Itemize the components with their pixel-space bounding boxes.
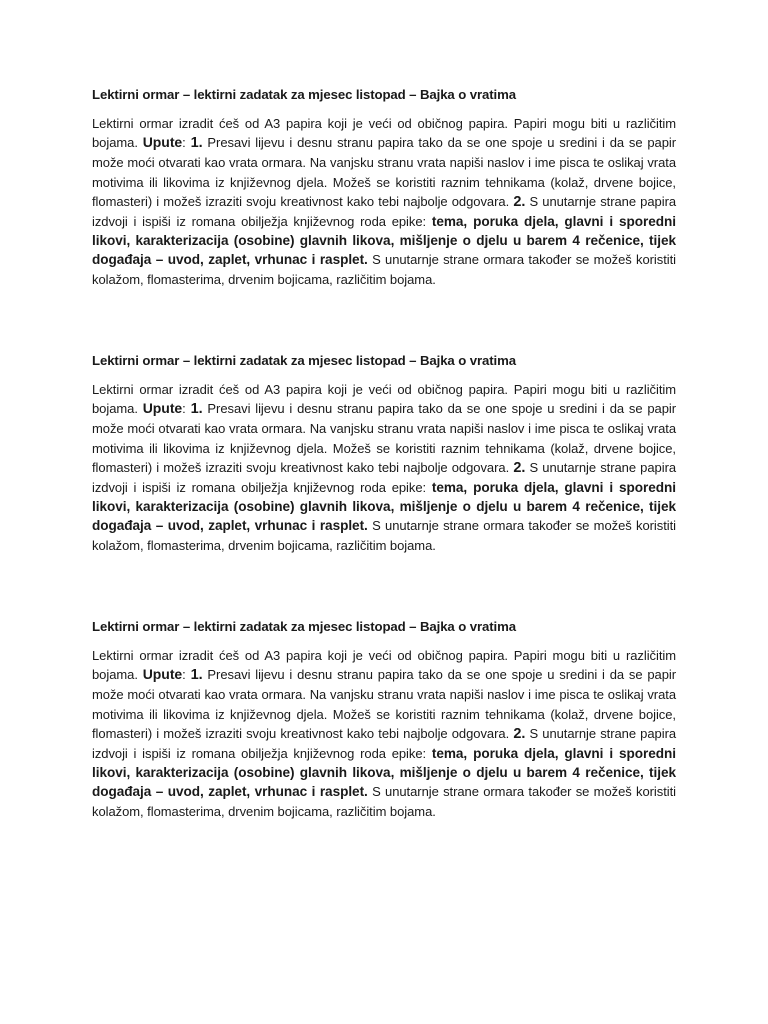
assignment-section [92,86,676,289]
assignment-section [92,352,676,555]
upute-label: Upute [142,134,183,151]
section-body [92,646,676,821]
step-2-text: S unutarnje strane papira izdvoji i ispiši iz romana obilježja književnog roda epike: [92,725,677,762]
step-2-number: 2. [513,725,526,742]
intro-text: Lektirni ormar izradit ćeš od A3 papira koji je veći od običnog papira. Papiri mogu biti u različitim bojama. [92,648,676,683]
step-1-number: 1. [190,401,203,418]
upute-colon: : [182,135,186,151]
step-1-number: 1. [190,667,203,684]
section-title: Lektirni ormar – lektirni zadatak za mjesec listopad – Bajka o vratima [92,353,516,368]
assignment-section [92,618,676,821]
step-2-number: 2. [513,193,526,210]
step-1-text: Presavi lijevu i desnu stranu papira tako da se one spoje u sredini i da se papir može moći otvarati kao vrata ormara. Na vanjsku stranu vrata napiši naslov i ime pisca te oslikaj vrata motivima ili likovima iz književnog djela. Možeš se koristiti raznim tehnikama (kolaž, drvene bojice, flomasteri) i možeš izraziti svoju kreativnost kako tebi najbolje odgovara. [92,135,677,209]
section-body [92,114,676,289]
step-1-number: 1. [190,135,203,152]
intro-text: Lektirni ormar izradit ćeš od A3 papira koji je veći od običnog papira. Papiri mogu biti u različitim bojama. [92,382,676,417]
step-2-text: S unutarnje strane papira izdvoji i ispiši iz romana obilježja književnog roda epike: [92,193,677,230]
upute-colon: : [182,401,186,417]
step-1-text: Presavi lijevu i desnu stranu papira tako da se one spoje u sredini i da se papir može moći otvarati kao vrata ormara. Na vanjsku stranu vrata napiši naslov i ime pisca te oslikaj vrata motivima ili likovima iz književnog djela. Možeš se koristiti raznim tehnikama (kolaž, drvene bojice, flomasteri) i možeš izraziti svoju kreativnost kako tebi najbolje odgovara. [92,667,677,741]
upute-colon: : [182,667,186,683]
section-title: Lektirni ormar – lektirni zadatak za mjesec listopad – Bajka o vratima [92,87,516,102]
section-title: Lektirni ormar – lektirni zadatak za mjesec listopad – Bajka o vratima [92,619,516,634]
step-1-text: Presavi lijevu i desnu stranu papira tako da se one spoje u sredini i da se papir može moći otvarati kao vrata ormara. Na vanjsku stranu vrata napiši naslov i ime pisca te oslikaj vrata motivima ili likovima iz književnog djela. Možeš se koristiti raznim tehnikama (kolaž, drvene bojice, flomasteri) i možeš izraziti svoju kreativnost kako tebi najbolje odgovara. [92,401,677,475]
step-2-number: 2. [513,459,526,476]
emphasis-text: tema, poruka djela, glavni i sporedni likovi, karakterizacija (osobine) glavnih likova, mišljenje o djelu u barem 4 rečenice, tijek događaja – uvod, zaplet, vrhunac i rasplet. [92,746,676,800]
closing-text: S unutarnje strane ormara također se možeš koristiti kolažom, flomasterima, drvenim bojicama, različitim bojama. [92,518,677,553]
closing-text: S unutarnje strane ormara također se možeš koristiti kolažom, flomasterima, drvenim bojicama, različitim bojama. [92,784,677,819]
intro-text: Lektirni ormar izradit ćeš od A3 papira koji je veći od običnog papira. Papiri mogu biti u različitim bojama. [92,116,676,151]
upute-label: Upute [142,400,183,417]
step-2-text: S unutarnje strane papira izdvoji i ispiši iz romana obilježja književnog roda epike: [92,459,677,496]
upute-label: Upute [142,666,183,683]
emphasis-text: tema, poruka djela, glavni i sporedni likovi, karakterizacija (osobine) glavnih likova, mišljenje o djelu u barem 4 rečenice, tijek događaja – uvod, zaplet, vrhunac i rasplet. [92,480,676,534]
emphasis-text: tema, poruka djela, glavni i sporedni likovi, karakterizacija (osobine) glavnih likova, mišljenje o djelu u barem 4 rečenice, tijek događaja – uvod, zaplet, vrhunac i rasplet. [92,214,676,268]
section-body [92,380,676,555]
closing-text: S unutarnje strane ormara također se možeš koristiti kolažom, flomasterima, drvenim bojicama, različitim bojama. [92,252,677,287]
